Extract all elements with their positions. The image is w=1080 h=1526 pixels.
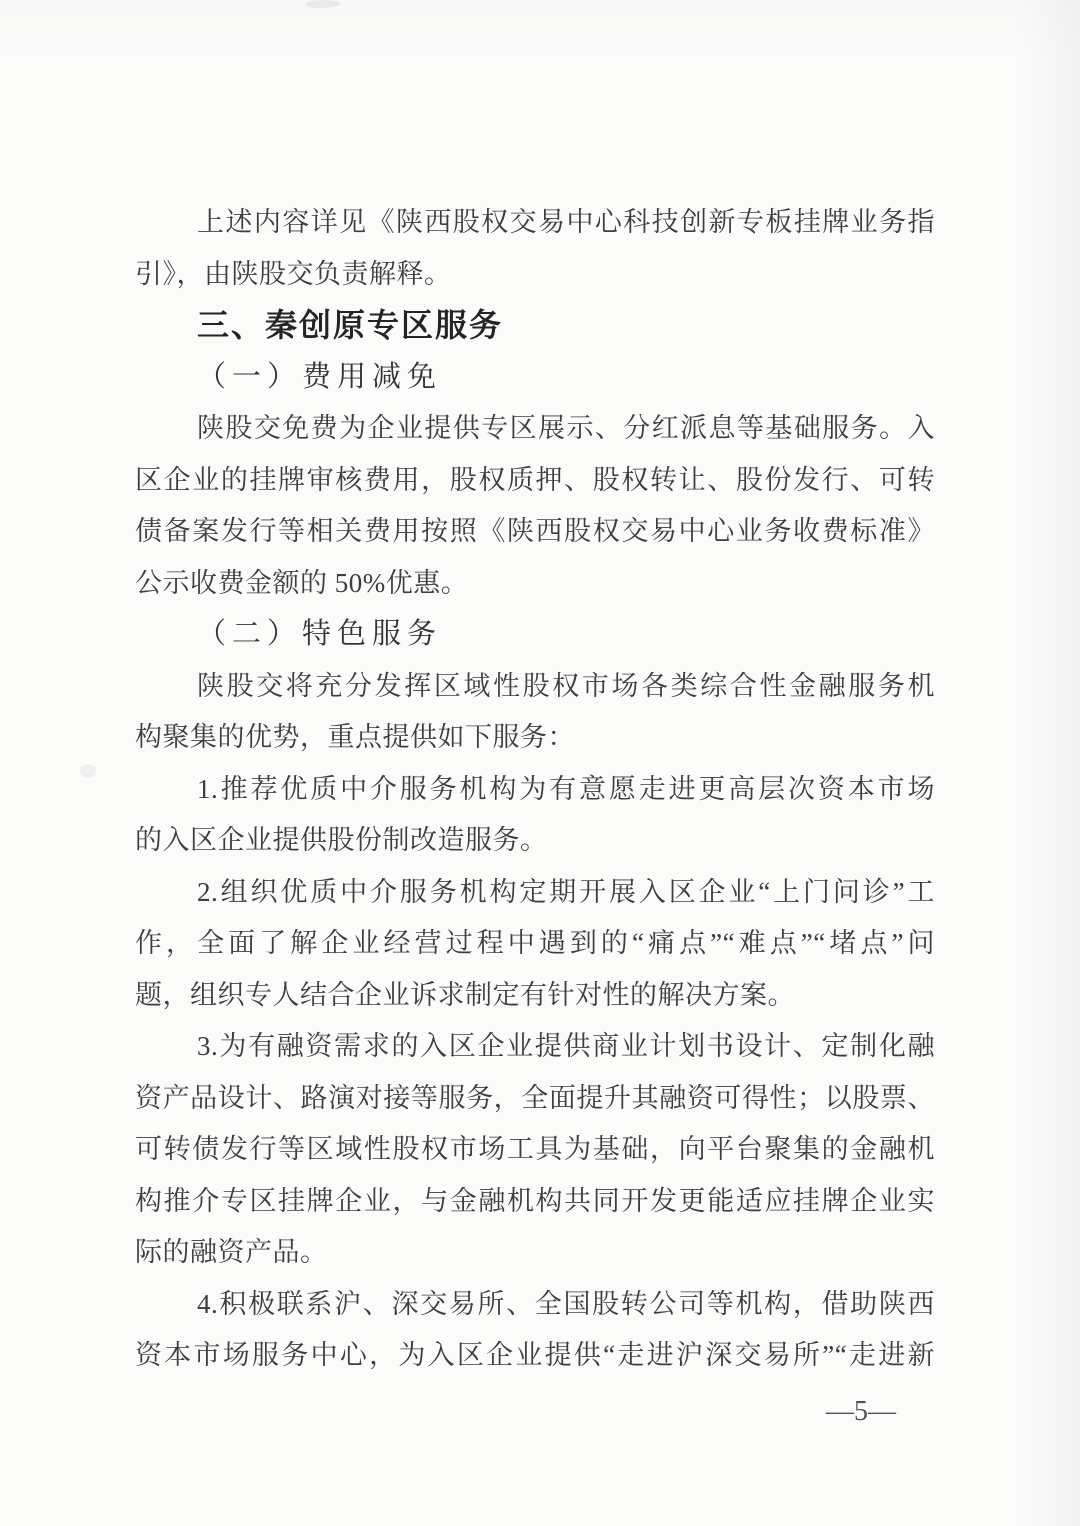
paragraph-line: 的入区企业提供股份制改造服务。: [135, 825, 548, 855]
scan-artifact-left: [80, 764, 96, 778]
paragraph-line: 陕股交将充分发挥区域性股权市场各类综合性金融服务机: [197, 670, 935, 701]
section-heading: 三、秦创原专区服务: [197, 307, 504, 343]
document-body: [135, 197, 935, 1382]
list-item-line: 4.积极联系沪、深交易所、全国股转公司等机构，借助陕西: [197, 1288, 935, 1319]
paragraph-line: 资本市场服务中心，为入区企业提供“走进沪深交易所”“走进新: [135, 1340, 935, 1370]
paragraph-line: 债备案发行等相关费用按照《陕西股权交易中心业务收费标准》: [135, 516, 935, 546]
paragraph-line: 构推介专区挂牌企业，与金融机构共同开发更能适应挂牌企业实: [135, 1185, 935, 1216]
page-number: —5—: [826, 1396, 896, 1427]
paragraph-line: 际的融资产品。: [135, 1237, 328, 1267]
subsection-heading: （一）费用减免: [197, 360, 443, 393]
subsection-heading: （二）特色服务: [197, 618, 443, 650]
paragraph-line: 可转债发行等区域性股权市场工具为基础，向平台聚集的金融机: [135, 1134, 935, 1164]
paragraph-line: 上述内容详见《陕西股权交易中心科技创新专板挂牌业务指: [197, 207, 935, 237]
paragraph-line: 区企业的挂牌审核费用，股权质押、股权转让、股份发行、可转: [135, 464, 935, 495]
list-item-line: 3.为有融资需求的入区企业提供商业计划书设计、定制化融: [197, 1031, 935, 1061]
paragraph-line: 题，组织专人结合企业诉求制定有针对性的解决方案。: [135, 979, 795, 1010]
list-item-line: 1.推荐优质中介服务机构为有意愿走进更高层次资本市场: [197, 773, 935, 804]
paragraph-line: 构聚集的优势，重点提供如下服务：: [135, 722, 575, 752]
paragraph-line: 引》，由陕股交负责解释。: [135, 258, 452, 289]
scan-artifact-top: [306, 0, 340, 9]
paragraph-line: 资产品设计、路演对接等服务，全面提升其融资可得性；以股票、: [135, 1082, 935, 1113]
paragraph-line: 公示收费金额的 50%优惠。: [135, 567, 469, 598]
paragraph-line: 作，全面了解企业经营过程中遇到的“痛点”“难点”“堵点”问: [135, 928, 935, 958]
paragraph-line: 陕股交免费为企业提供专区展示、分红派息等基础服务。入: [197, 413, 935, 443]
list-item-line: 2.组织优质中介服务机构定期开展入区企业“上门问诊”工: [197, 876, 935, 907]
